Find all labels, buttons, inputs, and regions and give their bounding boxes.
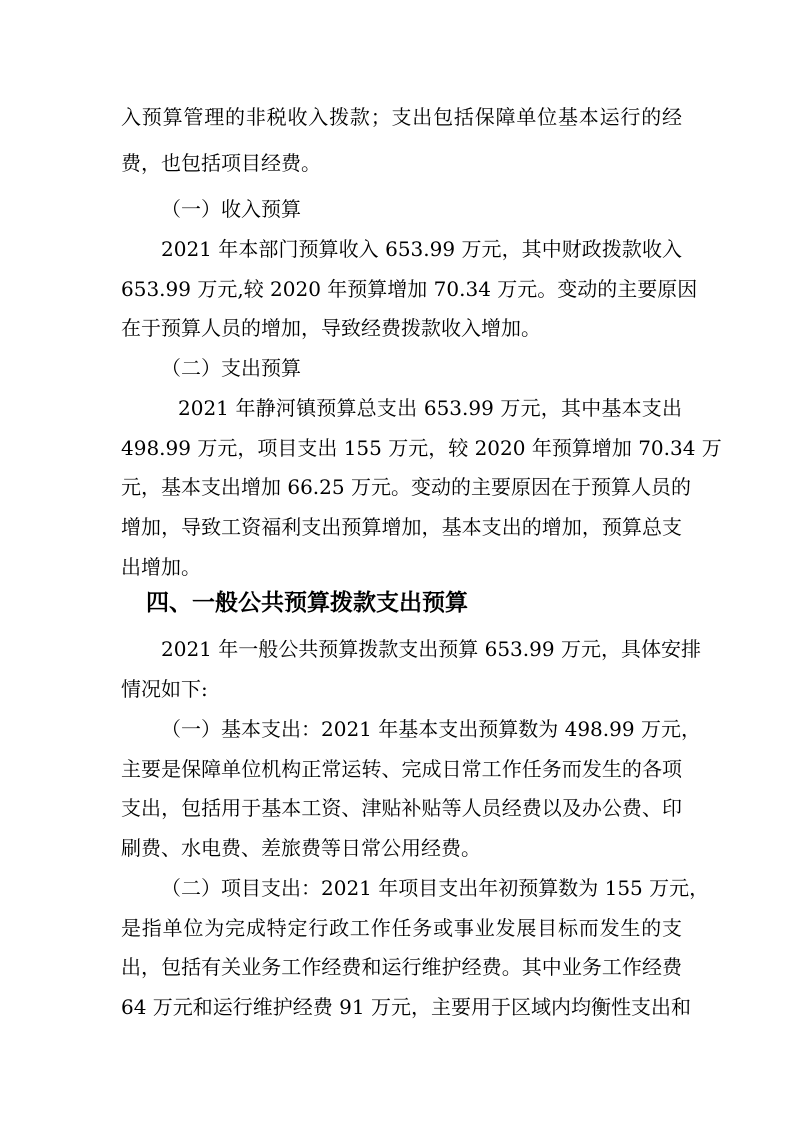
paragraph-line: 出，包括有关业务工作经费和运行维护经费。其中业务工作经费	[121, 955, 682, 979]
paragraph-line: 增加，导致工资福利支出预算增加，基本支出的增加，预算总支	[121, 515, 682, 539]
paragraph-line: 情况如下:	[121, 677, 208, 701]
paragraph-line: 主要是保障单位机构正常运转、完成日常工作任务而发生的各项	[121, 757, 682, 781]
paragraph-line: 653.99 万元,较 2020 年预算增加 70.34 万元。变动的主要原因	[121, 277, 698, 301]
paragraph-line: 在于预算人员的增加，导致经费拨款收入增加。	[121, 316, 541, 340]
section-heading: 四、一般公共预算拨款支出预算	[146, 590, 468, 616]
subsection-heading-income: （一）收入预算	[161, 197, 301, 221]
paragraph-line: （一）基本支出：2021 年基本支出预算数为 498.99 万元，	[161, 717, 701, 741]
paragraph-line: 498.99 万元，项目支出 155 万元，较 2020 年预算增加 70.34 万	[121, 436, 722, 460]
subsection-heading-expenditure: （二）支出预算	[161, 356, 301, 380]
paragraph-line: 费，也包括项目经费。	[121, 151, 321, 175]
paragraph-line: 刷费、水电费、差旅费等日常公用经费。	[121, 836, 481, 860]
paragraph-line: 是指单位为完成特定行政工作任务或事业发展目标而发生的支	[121, 916, 682, 940]
paragraph-line: （二）项目支出：2021 年项目支出年初预算数为 155 万元，	[161, 876, 710, 900]
paragraph-line: 出增加。	[121, 555, 201, 579]
paragraph-line: 元，基本支出增加 66.25 万元。变动的主要原因在于预算人员的	[121, 475, 691, 499]
paragraph-line: 64 万元和运行维护经费 91 万元，主要用于区域内均衡性支出和	[121, 995, 691, 1019]
paragraph-line: 支出，包括用于基本工资、津贴补贴等人员经费以及办公费、印	[121, 796, 682, 820]
paragraph-line: 2021 年本部门预算收入 653.99 万元，其中财政拨款收入	[161, 237, 682, 261]
paragraph-line: 2021 年一般公共预算拨款支出预算 653.99 万元，具体安排	[161, 637, 701, 661]
paragraph-line: 2021 年静河镇预算总支出 653.99 万元，其中基本支出	[178, 396, 682, 420]
paragraph-line: 入预算管理的非税收入拨款；支出包括保障单位基本运行的经	[121, 105, 682, 129]
